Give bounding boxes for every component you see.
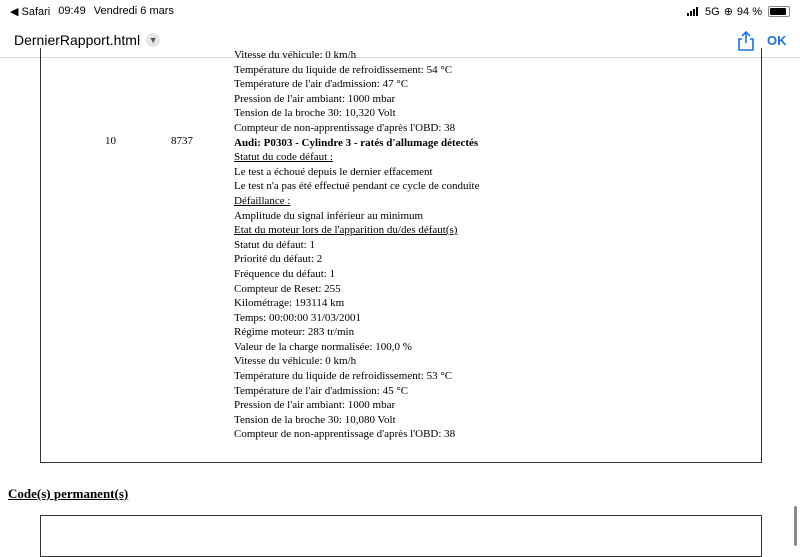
detail-line: Le test a échoué depuis le dernier effacement	[234, 165, 433, 178]
detail-line: Régime moteur: 283 tr/min	[234, 326, 355, 339]
detail-line: Température du liquide de refroidissement: 53 °C	[234, 370, 453, 383]
detail-line: Température de l'air d'admission: 47 °C	[234, 78, 409, 91]
subheading-status: Statut du code défaut :	[234, 151, 333, 164]
battery-icon	[768, 6, 790, 17]
detail-line: Vitesse du véhicule: 0 km/h	[234, 49, 357, 61]
orientation-lock-icon: ⊕	[723, 6, 733, 18]
permanent-codes-table	[40, 515, 762, 557]
report-content	[0, 49, 800, 525]
done-button[interactable]: OK	[767, 33, 787, 48]
detail-line: Pression de l'air ambiant: 1000 mbar	[234, 92, 396, 105]
detail-line: Tension de la broche 30: 10,080 Volt	[234, 413, 396, 426]
fault-code-heading: Audi: P0303 - Cylindre 3 - ratés d'allumage détectés	[234, 136, 479, 149]
status-bar	[0, 0, 800, 24]
network-label: 5G	[705, 5, 720, 18]
detail-line: Compteur de non-apprentissage d'après l'OBD: 38	[234, 428, 456, 441]
detail-line: Pression de l'air ambiant: 1000 mbar	[234, 399, 396, 412]
detail-line: Amplitude du signal inférieur au minimum	[234, 209, 424, 222]
status-date: Vendredi 6 mars	[93, 5, 174, 17]
detail-line: Fréquence du défaut: 1	[234, 267, 336, 280]
permanent-codes-heading: Code(s) permanent(s)	[8, 486, 129, 501]
scrollbar[interactable]	[794, 506, 797, 546]
record-mileage: 8737	[171, 135, 193, 147]
fault-codes-table	[40, 48, 762, 463]
detail-line: Temps: 00:00:00 31/03/2001	[234, 311, 361, 324]
chevron-down-icon[interactable]: ▼	[146, 33, 160, 47]
document-title-menu[interactable]	[14, 32, 160, 48]
detail-line: Priorité du défaut: 2	[234, 253, 323, 266]
status-time: 09:49	[58, 5, 86, 17]
signal-icon	[687, 7, 698, 16]
detail-line: Statut du défaut: 1	[234, 238, 315, 251]
detail-line: Vitesse du véhicule: 0 km/h	[234, 355, 357, 368]
subheading-failure: Défaillance :	[234, 194, 291, 207]
document-title: DernierRapport.html	[14, 32, 141, 48]
detail-line: Valeur de la charge normalisée: 100,0 %	[234, 340, 412, 353]
detail-line: Compteur de non-apprentissage d'après l'OBD: 38	[234, 121, 456, 134]
detail-line: Le test n'a pas été effectué pendant ce cycle de conduite	[234, 180, 480, 193]
back-to-app-link[interactable]: ◀ Safari	[10, 6, 51, 18]
record-index: 10	[105, 135, 116, 147]
detail-line: Température du liquide de refroidissement: 54 °C	[234, 63, 453, 76]
detail-line: Tension de la broche 30: 10,320 Volt	[234, 107, 396, 120]
fault-details	[234, 48, 480, 442]
battery-percent: 94 %	[736, 5, 762, 18]
detail-line: Température de l'air d'admission: 45 °C	[234, 384, 409, 397]
detail-line: Compteur de Reset: 255	[234, 282, 341, 295]
subheading-engine-state: Etat du moteur lors de l'apparition du/des défaut(s)	[234, 224, 458, 237]
detail-line: Kilométrage: 193114 km	[234, 297, 345, 310]
